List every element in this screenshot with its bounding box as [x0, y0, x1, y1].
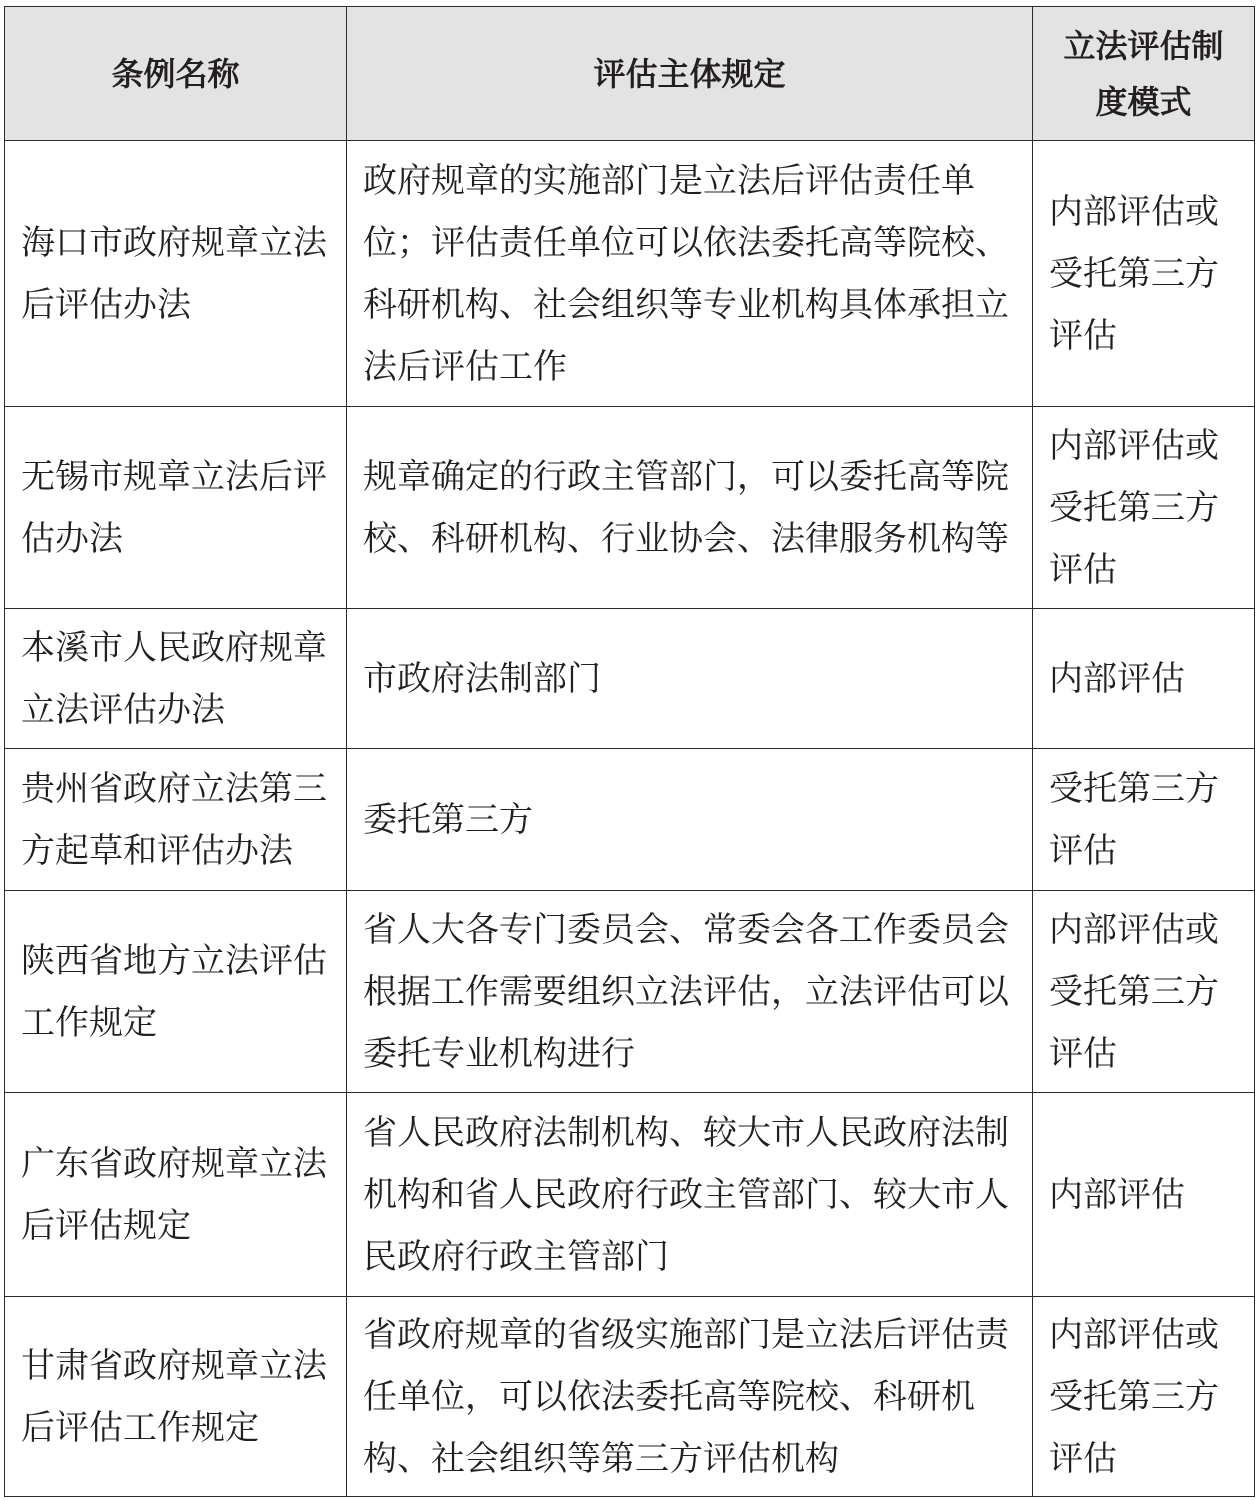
cell-evaluation-mode: 内部评估或受托第三方评估: [1033, 891, 1255, 1093]
table-row: [5, 1297, 1255, 1497]
cell-evaluation-mode: 内部评估或受托第三方评估: [1033, 141, 1255, 407]
table-header: [5, 7, 1255, 141]
header-evaluation-subject: 评估主体规定: [347, 7, 1033, 141]
table-row: [5, 141, 1255, 407]
cell-regulation-name: 无锡市规章立法后评估办法: [5, 407, 347, 609]
regulation-table-container: [4, 6, 1254, 1496]
cell-evaluation-subject: 省政府规章的省级实施部门是立法后评估责任单位，可以依法委托高等院校、科研机构、社会组织等第三方评估机构: [347, 1297, 1033, 1497]
table-row: [5, 1093, 1255, 1297]
header-regulation-name: 条例名称: [5, 7, 347, 141]
cell-evaluation-mode: 受托第三方评估: [1033, 749, 1255, 891]
regulation-evaluation-table: [4, 6, 1255, 1497]
cell-evaluation-mode: 内部评估: [1033, 609, 1255, 749]
cell-evaluation-mode: 内部评估或受托第三方评估: [1033, 1297, 1255, 1497]
cell-regulation-name: 陕西省地方立法评估工作规定: [5, 891, 347, 1093]
cell-regulation-name: 海口市政府规章立法后评估办法: [5, 141, 347, 407]
cell-regulation-name: 贵州省政府立法第三方起草和评估办法: [5, 749, 347, 891]
cell-regulation-name: 甘肃省政府规章立法后评估工作规定: [5, 1297, 347, 1497]
table-row: [5, 891, 1255, 1093]
table-row: [5, 749, 1255, 891]
cell-evaluation-subject: 委托第三方: [347, 749, 1033, 891]
table-row: [5, 609, 1255, 749]
cell-evaluation-subject: 省人大各专门委员会、常委会各工作委员会根据工作需要组织立法评估，立法评估可以委托专业机构进行: [347, 891, 1033, 1093]
header-evaluation-mode: 立法评估制度模式: [1033, 7, 1255, 141]
cell-evaluation-mode: 内部评估或受托第三方评估: [1033, 407, 1255, 609]
cell-regulation-name: 本溪市人民政府规章立法评估办法: [5, 609, 347, 749]
header-row: [5, 7, 1255, 141]
table-body: [5, 141, 1255, 1497]
cell-evaluation-subject: 规章确定的行政主管部门，可以委托高等院校、科研机构、行业协会、法律服务机构等: [347, 407, 1033, 609]
cell-evaluation-subject: 市政府法制部门: [347, 609, 1033, 749]
cell-evaluation-mode: 内部评估: [1033, 1093, 1255, 1297]
table-row: [5, 407, 1255, 609]
cell-regulation-name: 广东省政府规章立法后评估规定: [5, 1093, 347, 1297]
cell-evaluation-subject: 政府规章的实施部门是立法后评估责任单位；评估责任单位可以依法委托高等院校、科研机构、社会组织等专业机构具体承担立法后评估工作: [347, 141, 1033, 407]
cell-evaluation-subject: 省人民政府法制机构、较大市人民政府法制机构和省人民政府行政主管部门、较大市人民政府行政主管部门: [347, 1093, 1033, 1297]
